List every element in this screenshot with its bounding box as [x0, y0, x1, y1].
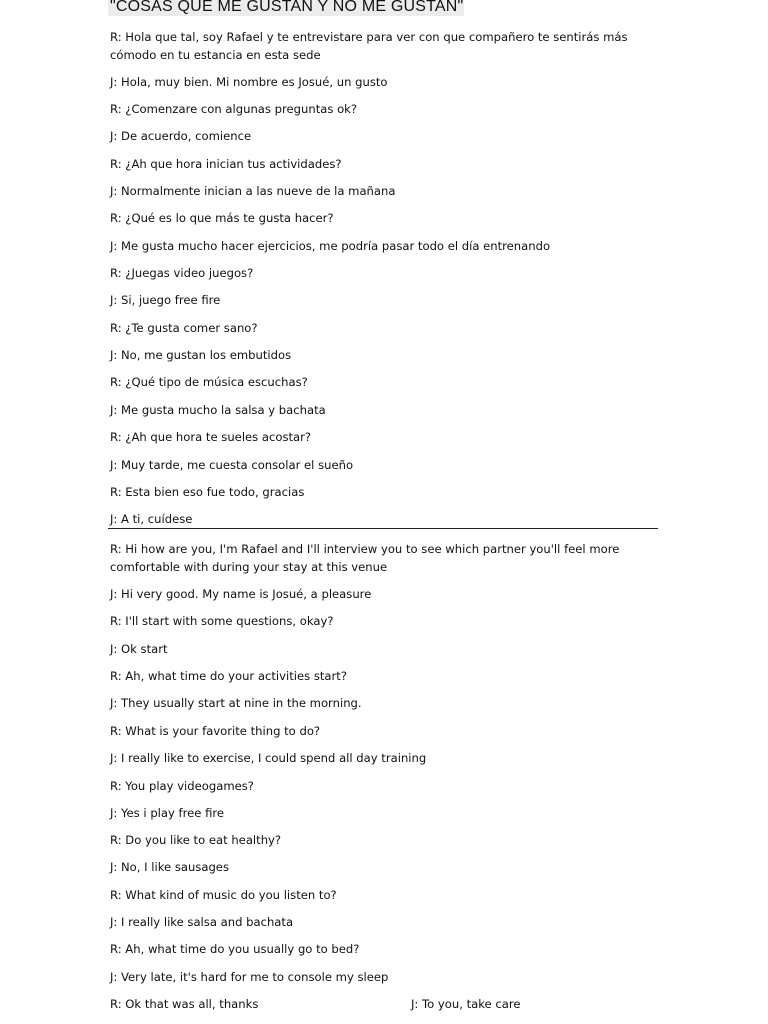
english-line: R: Ah, what time do you usually go to bed?	[110, 942, 360, 956]
english-line: R: What kind of music do you listen to?	[110, 888, 337, 902]
spanish-line: J: A ti, cuídese	[110, 512, 193, 526]
english-line: J: Very late, it's hard for me to console my sleep	[110, 970, 389, 984]
english-line: J: Hi very good. My name is Josué, a pleasure	[110, 587, 372, 601]
english-line: R: Ok that was all, thanks	[110, 997, 259, 1011]
spanish-line: R: ¿Ah que hora te sueles acostar?	[110, 430, 312, 444]
spanish-line: R: ¿Ah que hora inician tus actividades?	[110, 157, 342, 171]
spanish-line: R: ¿Qué tipo de música escuchas?	[110, 375, 308, 389]
spanish-line: J: De acuerdo, comience	[110, 129, 252, 143]
english-line: J: No, I like sausages	[110, 860, 229, 874]
spanish-line: J: Muy tarde, me cuesta consolar el sueño	[110, 458, 354, 472]
english-line: J: I really like to exercise, I could spend all day training	[110, 751, 427, 765]
spanish-line: R: ¿Qué es lo que más te gusta hacer?	[110, 211, 334, 225]
spanish-line: J: Normalmente inician a las nueve de la mañana	[110, 184, 396, 198]
spanish-line: R: Hola que tal, soy Rafael y te entrevistare para ver con que compañero te sentirás más cómodo en tu estancia en esta sede	[110, 30, 628, 62]
spanish-line: J: No, me gustan los embutidos	[110, 348, 292, 362]
english-line: J: Yes i play free fire	[110, 806, 225, 820]
english-line: R: I'll start with some questions, okay?	[110, 614, 334, 628]
spanish-line: R: ¿Te gusta comer sano?	[110, 321, 258, 335]
spanish-line: J: Hola, muy bien. Mi nombre es Josué, un gusto	[110, 75, 388, 89]
page-title: "COSAS QUE ME GUSTAN Y NO ME GUSTAN"	[110, 0, 464, 15]
english-line: R: What is your favorite thing to do?	[110, 724, 321, 738]
english-line: J: Ok start	[110, 642, 168, 656]
english-line: R: Do you like to eat healthy?	[110, 833, 282, 847]
spanish-line: R: ¿Comenzare con algunas preguntas ok?	[110, 102, 358, 116]
spanish-line: J: Me gusta mucho hacer ejercicios, me podría pasar todo el día entrenando	[110, 239, 551, 253]
english-line: J: To you, take care	[411, 997, 521, 1011]
section-divider	[108, 528, 658, 529]
english-line: R: You play videogames?	[110, 779, 254, 793]
spanish-line: J: Me gusta mucho la salsa y bachata	[110, 403, 326, 417]
spanish-line: R: ¿Juegas video juegos?	[110, 266, 254, 280]
english-line: J: I really like salsa and bachata	[110, 915, 294, 929]
english-line: R: Ah, what time do your activities start?	[110, 669, 347, 683]
spanish-line: R: Esta bien eso fue todo, gracias	[110, 485, 305, 499]
english-line: J: They usually start at nine in the morning.	[110, 696, 362, 710]
spanish-line: J: Si, juego free fire	[110, 293, 221, 307]
english-line: R: Hi how are you, I'm Rafael and I'll interview you to see which partner you'll feel more comfortable with during your stay at this venue	[110, 542, 620, 574]
